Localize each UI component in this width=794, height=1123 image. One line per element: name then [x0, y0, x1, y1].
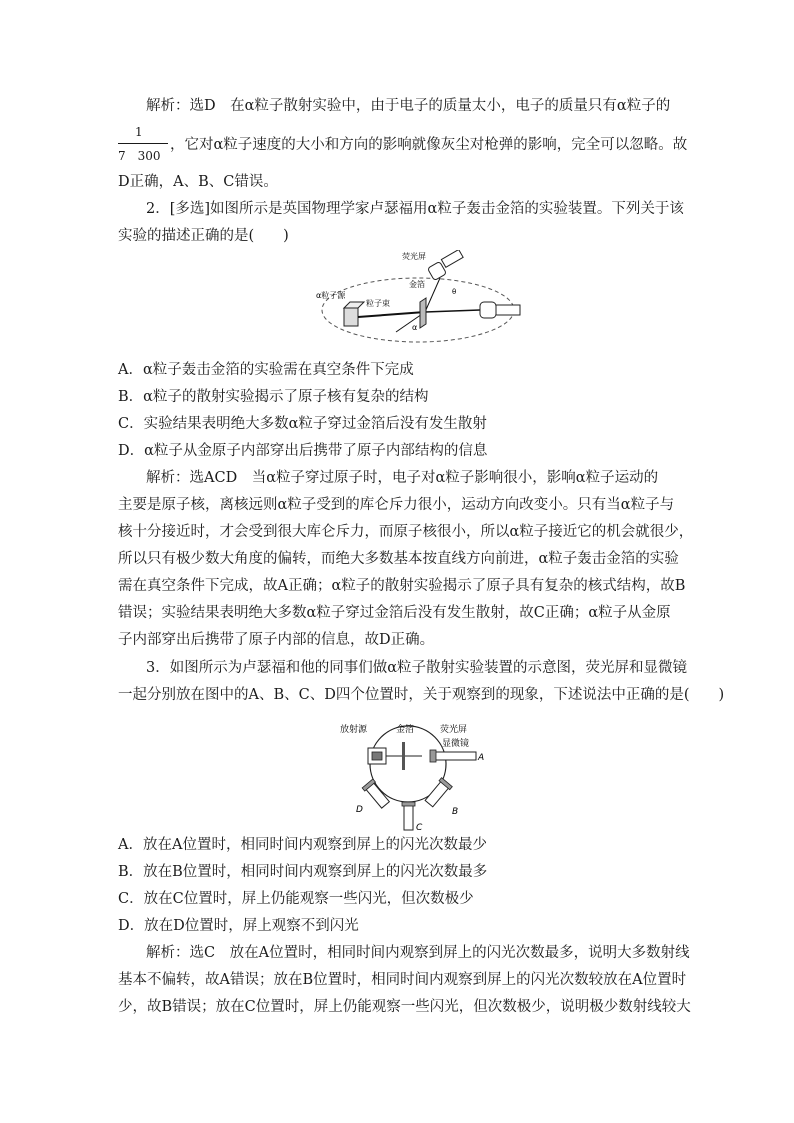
q2-stem-line1: 2．[多选]如图所示是英国物理学家卢瑟福用α粒子轰击金箔的实验装置。下列关于该: [146, 201, 684, 217]
q2-label-foil: 金箔: [409, 280, 425, 289]
q2-apparatus-figure: [300, 250, 530, 350]
q1-answer-line2: ，它对α粒子速度的大小和方向的影响就像灰尘对枪弹的影响，完全可以忽略。故: [170, 137, 688, 153]
q2-label-alpha: α: [412, 323, 418, 332]
q3-stem-line2: 一起分别放在图中的A、B、C、D四个位置时，关于观察到的现象，下述说法中正确的是( ): [118, 687, 725, 703]
q3-label-d: D: [356, 805, 363, 815]
q2-answer-line1: 解析：选ACD 当α粒子穿过原子时，电子对α粒子影响很小，影响α粒子运动的: [146, 470, 659, 486]
q2-answer-line6: 错误；实验结果表明绝大多数α粒子穿过金箔后没有发生散射，故C正确；α粒子从金原: [118, 605, 671, 621]
q2-answer-line4: 所以只有极少数大角度的偏转，而绝大多数基本按直线方向前进，α粒子轰击金箔的实验: [118, 551, 679, 567]
q3-option-b: B．放在B位置时，相同时间内观察到屏上的闪光次数最多: [118, 864, 488, 880]
q3-option-c: C．放在C位置时，屏上仍能观察一些闪光，但次数极少: [118, 891, 474, 907]
q2-label-screen: 荧光屏: [402, 252, 426, 261]
q3-answer-line3: 少，故B错误；放在C位置时，屏上仍能观察一些闪光，但次数极少，说明极少数射线较大: [118, 999, 691, 1015]
q2-label-beam: 粒子束: [366, 299, 390, 308]
q3-label-foil: 金箔: [396, 725, 415, 735]
q3-label-b: B: [452, 807, 459, 817]
fraction-numerator: 1: [135, 125, 143, 139]
q2-stem-line2: 实验的描述正确的是( ): [118, 228, 289, 244]
q3-label-c: C: [416, 823, 423, 832]
q3-answer-line2: 基本不偏转，故A错误；放在B位置时，相同时间内观察到屏上的闪光次数较放在A位置时: [118, 972, 687, 988]
q2-label-source: α粒子源: [316, 291, 346, 300]
q3-label-screen: 荧光屏: [440, 725, 468, 735]
q1-answer-line1: 解析：选D 在α粒子散射实验中，由于电子的质量太小，电子的质量只有α粒子的: [146, 98, 671, 114]
q3-option-a: A．放在A位置时，相同时间内观察到屏上的闪光次数最少: [118, 837, 487, 853]
q2-answer-line2: 主要是原子核，离核远则α粒子受到的库仑斥力很小，运动方向改变小。只有当α粒子与: [118, 497, 675, 513]
q3-label-microscope: 显微镜: [442, 739, 470, 749]
q3-apparatus-figure: [330, 716, 500, 832]
q2-option-a: A．α粒子轰击金箔的实验需在真空条件下完成: [118, 362, 414, 378]
q2-option-c: C．实验结果表明绝大多数α粒子穿过金箔后没有发生散射: [118, 416, 487, 432]
q3-label-source: 放射源: [340, 725, 368, 735]
q3-answer-line1: 解析：选C 放在A位置时，相同时间内观察到屏上的闪光次数最多，说明大多数射线: [146, 945, 690, 961]
q2-answer-line5: 需在真空条件下完成，故A正确；α粒子的散射实验揭示了原子具有复杂的核式结构，故B: [118, 578, 686, 594]
q3-stem-line1: 3．如图所示为卢瑟福和他的同事们做α粒子散射实验装置的示意图，荧光屏和显微镜: [146, 660, 688, 676]
q3-option-d: D．放在D位置时，屏上观察不到闪光: [118, 918, 359, 934]
q2-answer-line3: 核十分接近时，才会受到很大库仑斥力，而原子核很小，所以α粒子接近它的机会就很少，: [118, 524, 694, 540]
fraction-bar: [118, 143, 168, 144]
fraction-denominator: 7 300: [118, 149, 161, 163]
q3-label-a: A: [478, 753, 485, 763]
q2-answer-line7: 子内部穿出后携带了原子内部的信息，故D正确。: [118, 632, 435, 648]
q2-option-b: B．α粒子的散射实验揭示了原子核有复杂的结构: [118, 389, 429, 405]
q1-answer-line3: D正确，A、B、C错误。: [118, 174, 278, 190]
q2-label-theta: θ: [452, 288, 457, 296]
q2-option-d: D．α粒子从金原子内部穿出后携带了原子内部结构的信息: [118, 443, 488, 459]
